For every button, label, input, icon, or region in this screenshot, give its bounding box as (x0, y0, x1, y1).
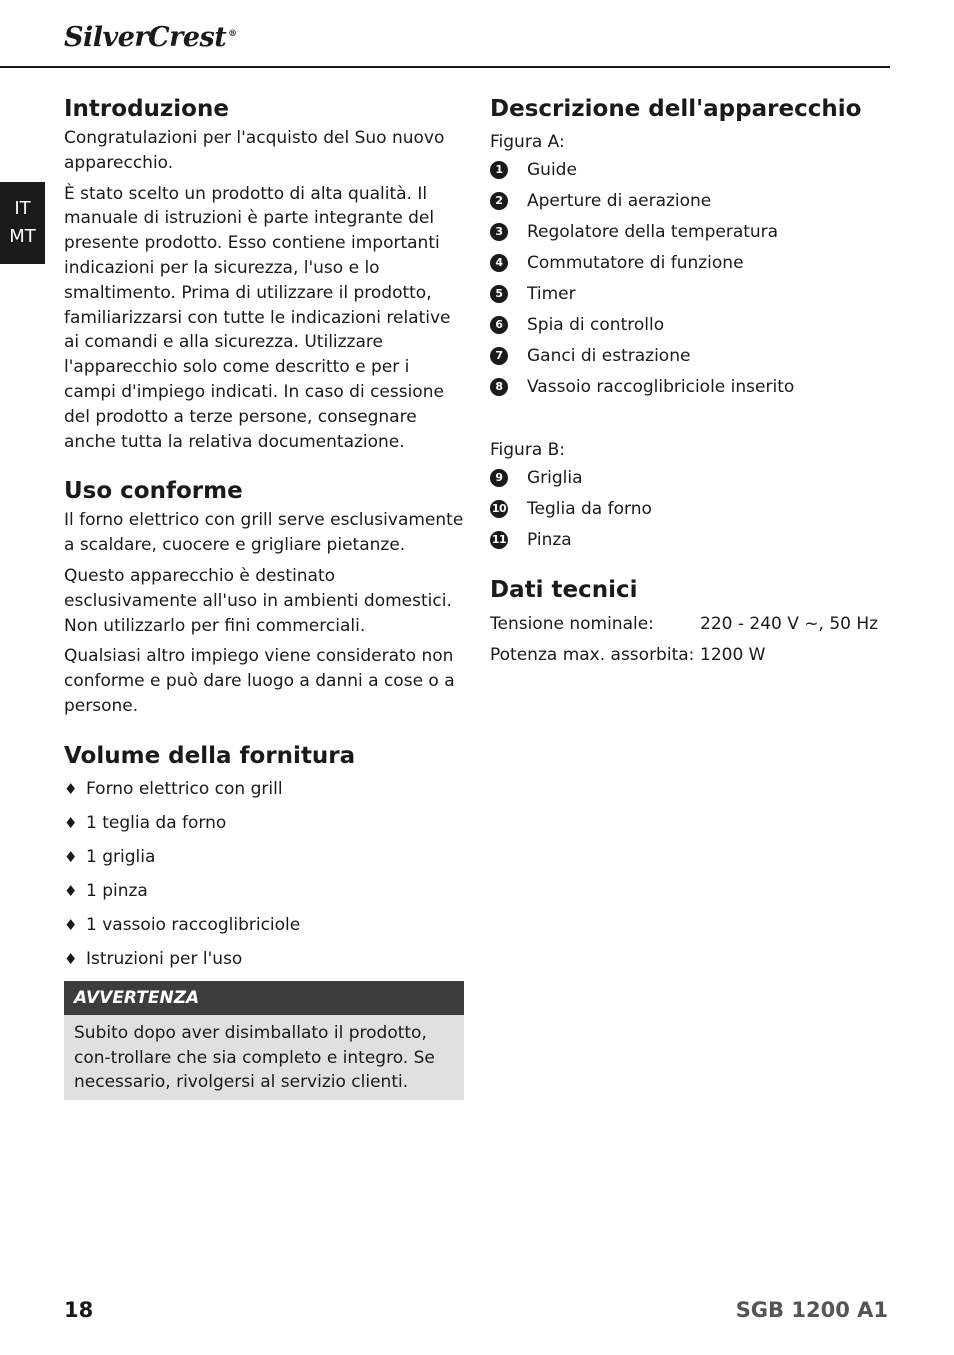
figure-b-parts-list (490, 462, 890, 555)
figure-b-label: Figura B: (490, 440, 566, 460)
list-item (64, 913, 466, 937)
right-column (490, 92, 890, 671)
part-number-badge: 1 (490, 161, 508, 179)
language-tab (0, 182, 45, 264)
part-label: Teglia da forno (527, 498, 652, 519)
figure-a-parts-list (490, 154, 890, 402)
brand-name: SilverCrest (64, 22, 227, 53)
list-item (490, 340, 890, 371)
list-item (490, 462, 890, 493)
table-row (490, 640, 890, 671)
lang-code-mt: MT (9, 226, 36, 247)
part-label: Spia di controllo (527, 314, 665, 335)
part-label: Regolatore della temperatura (527, 221, 779, 242)
list-item (64, 811, 466, 835)
diamond-bullet-icon: ♦ (64, 779, 78, 798)
part-number-badge: 4 (490, 254, 508, 272)
use-paragraph: Qualsiasi altro impiego viene considerato non conforme e può dare luogo a danni a cose o a persone. (64, 646, 455, 716)
list-item (490, 247, 890, 278)
supply-item-label: 1 griglia (86, 846, 156, 867)
warning-box (64, 981, 464, 1100)
list-item (490, 278, 890, 309)
intro-paragraph: Congratulazioni per l'acquisto del Suo nuovo apparecchio. (64, 128, 445, 173)
diamond-bullet-icon: ♦ (64, 813, 78, 832)
list-item (490, 524, 890, 555)
diamond-bullet-icon: ♦ (64, 949, 78, 968)
part-number-badge: 3 (490, 223, 508, 241)
list-item (490, 154, 890, 185)
supply-item-label: 1 vassoio raccoglibriciole (86, 914, 301, 935)
registered-mark: ® (228, 29, 237, 39)
lang-code-it: IT (14, 198, 31, 219)
model-number: SGB 1200 A1 (735, 1298, 888, 1322)
use-paragraph: Il forno elettrico con grill serve esclusivamente a scaldare, cuocere e grigliare pietanze. (64, 510, 464, 556)
part-number-badge: 8 (490, 378, 508, 396)
supply-list (64, 777, 466, 971)
list-item (490, 216, 890, 247)
header-rule (0, 66, 890, 68)
part-label: Griglia (527, 467, 583, 488)
figure-a-label: Figura A: (490, 132, 565, 152)
part-label: Vassoio raccoglibriciole inserito (527, 376, 795, 397)
left-column (64, 92, 466, 1100)
use-paragraph: Questo apparecchio è destinato esclusivamente all'uso in ambienti domestici. Non utilizzarlo per fini commerciali. (64, 565, 452, 636)
supply-item-label: 1 pinza (86, 880, 148, 901)
part-label: Commutatore di funzione (527, 252, 744, 273)
warning-title: AVVERTENZA (64, 981, 464, 1015)
part-label: Timer (527, 283, 576, 304)
part-number-badge: 2 (490, 192, 508, 210)
part-number-badge: 5 (490, 285, 508, 303)
list-item (64, 879, 466, 903)
description-heading: Descrizione dell'apparecchio (490, 96, 862, 122)
part-number-badge: 6 (490, 316, 508, 334)
tech-heading: Dati tecnici (490, 577, 638, 603)
intro-paragraph: È stato scelto un prodotto di alta qualità. Il manuale di istruzioni è parte integrante del presente prodotto. Esso contiene importanti indicazioni per la sicurezza, l'uso e lo smaltimento. Prima di utilizzare il prodotto, familiarizzarsi con tutte le indicazioni relative ai comandi e alla sicurezza. Utilizzare l'apparecchio solo come descritto e per i campi d'impiego indicati. In caso di cessione del prodotto a terze persone, consegnare anche tutta la relativa documentazione. (64, 183, 451, 452)
part-label: Aperture di aerazione (527, 190, 712, 211)
list-item (490, 371, 890, 402)
warning-text: Subito dopo aver disimballato il prodotto, con-trollare che sia completo e integro. Se necessario, rivolgersi al servizio clienti. (64, 1015, 464, 1100)
list-item (490, 309, 890, 340)
supply-item-label: Istruzioni per l'uso (86, 948, 243, 969)
part-label: Pinza (527, 529, 572, 550)
part-number-badge: 9 (490, 469, 508, 487)
list-item (64, 777, 466, 801)
part-label: Guide (527, 159, 577, 180)
supply-heading: Volume della fornitura (64, 742, 356, 769)
spec-key: Tensione nominale: (490, 614, 654, 634)
supply-item-label: 1 teglia da forno (86, 812, 227, 833)
part-number-badge: 7 (490, 347, 508, 365)
table-row (490, 609, 890, 640)
list-item (64, 947, 466, 971)
list-item (64, 845, 466, 869)
spec-value: 220 - 240 V ~, 50 Hz (700, 614, 879, 634)
page-number: 18 (64, 1298, 94, 1322)
diamond-bullet-icon: ♦ (64, 915, 78, 934)
spec-value: 1200 W (700, 645, 766, 665)
list-item (490, 493, 890, 524)
list-item (490, 185, 890, 216)
part-number-badge: 10 (490, 500, 508, 518)
spec-key: Potenza max. assorbita: (490, 645, 695, 665)
supply-item-label: Forno elettrico con grill (86, 778, 283, 799)
part-number-badge: 11 (490, 531, 508, 549)
tech-specs-table (490, 609, 890, 671)
diamond-bullet-icon: ♦ (64, 881, 78, 900)
intro-heading: Introduzione (64, 96, 229, 122)
use-heading: Uso conforme (64, 478, 243, 505)
brand-logo (64, 22, 237, 53)
diamond-bullet-icon: ♦ (64, 847, 78, 866)
part-label: Ganci di estrazione (527, 345, 691, 366)
